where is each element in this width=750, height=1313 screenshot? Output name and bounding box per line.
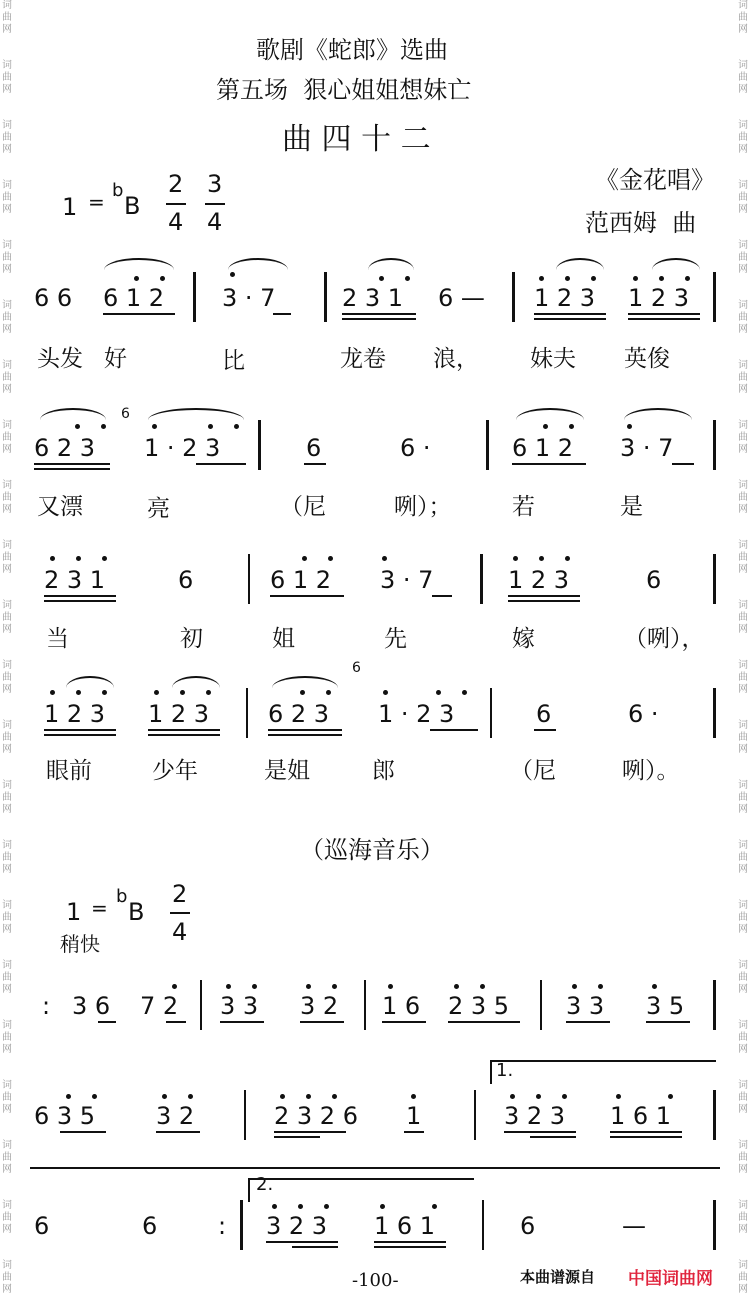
note-group: 7 2 xyxy=(140,992,179,1020)
grace-note: 6 xyxy=(352,660,361,676)
note-group: 6 xyxy=(520,1212,536,1240)
note-group: 6 xyxy=(142,1212,158,1240)
source-label: 本曲谱源自 xyxy=(520,1268,596,1286)
lyric: 是 xyxy=(620,494,643,520)
lyric: 眼前 xyxy=(46,758,92,784)
page-number: -100- xyxy=(352,1270,399,1291)
grace-note: 6 xyxy=(121,406,130,422)
note-group: 6 xyxy=(536,700,552,728)
lyric: 亮 xyxy=(147,496,170,522)
lyric: 先 xyxy=(384,626,407,652)
lyric: 郎 xyxy=(372,758,395,784)
time-sig-1-num: 2 xyxy=(168,170,184,198)
note-group: 6 2 3 xyxy=(34,434,96,462)
singer-credit: 《金花唱》 xyxy=(595,166,715,194)
key-flat: b xyxy=(116,886,128,907)
key-flat: b xyxy=(112,180,124,201)
lyric: 龙卷 xyxy=(340,346,386,372)
note-group: 3 · 7 xyxy=(380,566,434,594)
note-group: 6 xyxy=(34,1212,50,1240)
note-group: 1 2 3 xyxy=(148,700,210,728)
lyric: 浪， xyxy=(433,346,479,372)
lyric: 咧）； xyxy=(394,494,452,520)
volta-second: 2. xyxy=(256,1174,274,1195)
lyric: 咧）。 xyxy=(622,758,680,784)
lyric: 又漂 xyxy=(37,494,83,520)
note-group: 1 2 3 xyxy=(628,284,690,312)
note-group: 6 — xyxy=(438,284,485,312)
lyric: 是姐 xyxy=(264,758,310,784)
lyric: 姐 xyxy=(272,626,295,652)
note-group: 3 3 xyxy=(220,992,259,1020)
lyric: 头发 xyxy=(37,346,83,372)
note-group: 3 3 xyxy=(566,992,605,1020)
time-sig-num: 2 xyxy=(172,880,188,908)
note-group: 1 · 2 3 xyxy=(378,700,455,728)
note-group: 1 2 3 xyxy=(508,566,570,594)
note-group: 6 3 5 xyxy=(34,1102,96,1130)
note-group: 3 2 3 xyxy=(504,1102,566,1130)
key-equals: = xyxy=(88,190,105,214)
key-equals: = xyxy=(91,896,108,920)
note-group: 6 2 3 xyxy=(268,700,330,728)
lyric: 少年 xyxy=(152,758,198,784)
note-group: 6 xyxy=(306,434,322,462)
note-group: 1 6 xyxy=(382,992,421,1020)
song-number: 曲 四 十 二 xyxy=(282,122,431,157)
key-one: 1 xyxy=(66,898,82,926)
note-group: 6 1 2 xyxy=(103,284,165,312)
lyric: 英俊 xyxy=(624,346,670,372)
note-group: 3 6 xyxy=(72,992,111,1020)
lyric: （尼 xyxy=(510,758,556,784)
time-sig-den: 4 xyxy=(172,918,188,946)
scene-title: 第五场 狠心姐姐想妹亡 xyxy=(216,76,472,104)
section-title: （巡海音乐） xyxy=(300,836,444,864)
key-letter: B xyxy=(128,898,145,926)
note-group: — xyxy=(622,1212,646,1240)
key-letter: B xyxy=(124,192,141,220)
note-group: 6 1 2 xyxy=(270,566,332,594)
lyric: 当 xyxy=(46,626,69,652)
time-sig-1-den: 4 xyxy=(168,208,184,236)
composer-credit: 范西姆 曲 xyxy=(585,209,697,237)
site-link[interactable]: 中国词曲网 xyxy=(628,1269,713,1289)
note-group: 1 2 3 xyxy=(44,700,106,728)
note-group: 2 3 1 xyxy=(342,284,404,312)
volta-first: 1. xyxy=(496,1060,514,1081)
lyric: 比 xyxy=(222,348,245,374)
note-group: 2 3 2 6 xyxy=(274,1102,358,1130)
lyric: 若 xyxy=(512,494,535,520)
note-group: 2 3 5 xyxy=(448,992,510,1020)
time-sig-2-den: 4 xyxy=(207,208,223,236)
lyric: 妹夫 xyxy=(530,346,576,372)
lyric: （尼 xyxy=(280,494,326,520)
note-group: 3 5 xyxy=(646,992,685,1020)
note-group: 1 · 2 3 xyxy=(144,434,221,462)
lyric: 嫁 xyxy=(512,626,535,652)
lyric: （咧）， xyxy=(624,626,705,652)
note-group: 3 2 xyxy=(300,992,339,1020)
note-group: 3 2 xyxy=(156,1102,195,1130)
note-group: 6 · xyxy=(628,700,659,728)
note-group: 6 1 2 xyxy=(512,434,574,462)
note-group: 6 6 xyxy=(34,284,73,312)
lyric: 初 xyxy=(180,626,203,652)
watermark-left: 词 曲 网 词 曲 网 词 曲 网 词 曲 网 词 曲 网 词 曲 网 词 曲 网 词 曲 网 词 曲 网 词 曲 网 词 曲 网 词 曲 网 词 曲 网 词 曲 网 词 曲 网 词 曲 网 词 曲 网 词 曲 网 词 曲 网 词 曲 网 词 曲 网 词 曲 网 xyxy=(2,0,12,1295)
note-group: 2 3 1 xyxy=(44,566,106,594)
repeat-start: : xyxy=(42,992,51,1020)
note-group: 6 xyxy=(178,566,194,594)
note-group: 1 xyxy=(406,1102,422,1130)
note-group: 6 · xyxy=(400,434,431,462)
time-sig-2-num: 3 xyxy=(207,170,223,198)
tempo-mark: 稍快 xyxy=(60,932,100,956)
key-one: 1 xyxy=(62,193,78,221)
note-group: 6 xyxy=(646,566,662,594)
watermark-right: 词 曲 网 词 曲 网 词 曲 网 词 曲 网 词 曲 网 词 曲 网 词 曲 网 词 曲 网 词 曲 网 词 曲 网 词 曲 网 词 曲 网 词 曲 网 词 曲 网 词 曲 网 词 曲 网 词 曲 网 词 曲 网 词 曲 网 词 曲 网 词 曲 网 词 曲 网 xyxy=(738,0,748,1295)
note-group: 1 6 1 xyxy=(374,1212,436,1240)
note-group: 3 · 7 xyxy=(620,434,674,462)
repeat-end: : xyxy=(218,1212,227,1240)
note-group: 1 2 3 xyxy=(534,284,596,312)
note-group: 3 · 7 xyxy=(222,284,276,312)
note-group: 3 2 3 xyxy=(266,1212,328,1240)
note-group: 1 6 1 xyxy=(610,1102,672,1130)
lyric: 好 xyxy=(104,346,127,372)
opera-title: 歌剧《蛇郎》选曲 xyxy=(256,36,448,64)
